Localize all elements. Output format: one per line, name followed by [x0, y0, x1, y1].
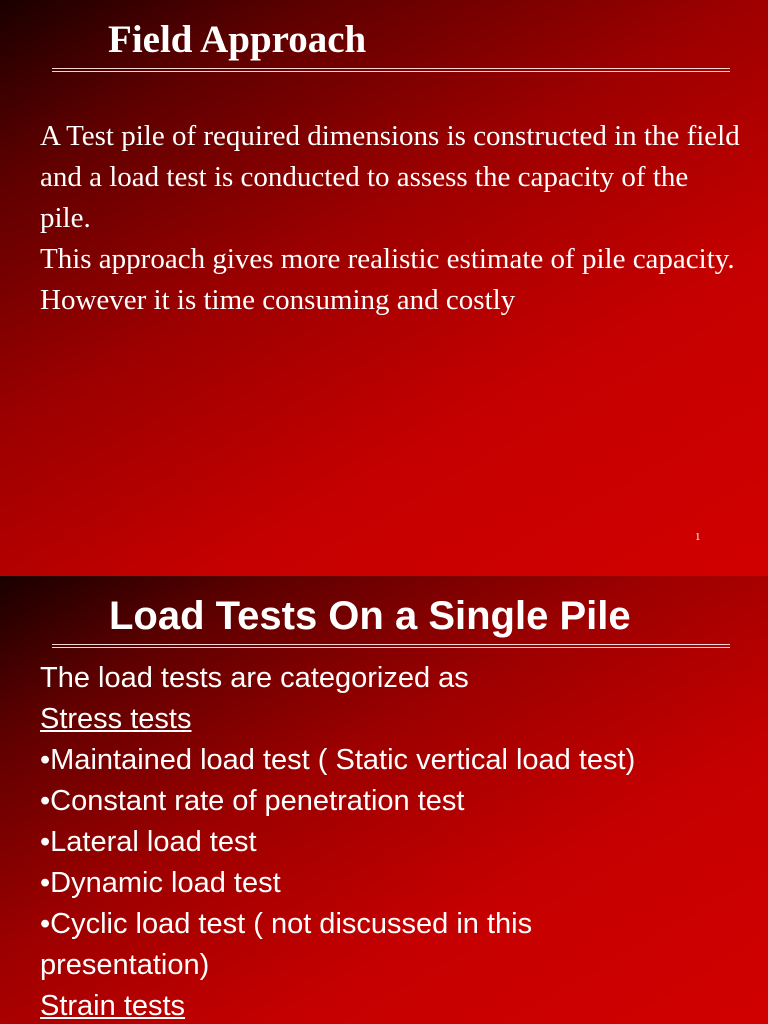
title-rule: [52, 68, 730, 72]
bullet-item: •Constant rate of penetration test: [40, 785, 465, 817]
slide-body: [40, 116, 740, 321]
paragraph-test-pile: A Test pile of required dimensions is constructed in the field and a load test is conducted to assess the capacity of the pile.: [40, 120, 740, 234]
bullet-item: •Maintained load test ( Static vertical load test): [40, 744, 636, 776]
slide-load-tests: [0, 576, 768, 1024]
slide-body: [40, 658, 760, 1024]
bullet-item: •Dynamic load test: [40, 867, 281, 899]
strain-tests-heading: Strain tests: [40, 990, 186, 1022]
paragraph-approach: This approach gives more realistic estimate of pile capacity. However it is time consuming and costly: [40, 243, 735, 316]
bullet-item: •Lateral load test: [40, 826, 257, 858]
title-rule: [52, 644, 730, 648]
page-number: 1: [695, 531, 701, 543]
slide-title: Field Approach: [108, 18, 367, 61]
stress-tests-heading: Stress tests: [40, 703, 192, 735]
intro-text: The load tests are categorized as: [40, 662, 469, 694]
bullet-item: •Cyclic load test ( not discussed in this presentation): [40, 908, 533, 981]
slide-title: Load Tests On a Single Pile: [109, 594, 631, 638]
